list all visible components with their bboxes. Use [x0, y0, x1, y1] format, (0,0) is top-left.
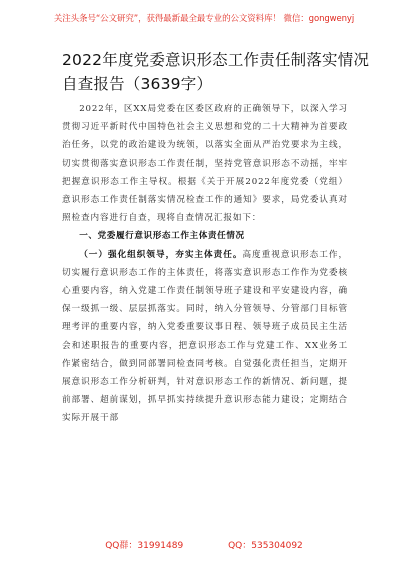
- contact-footer: [0, 538, 408, 551]
- paragraph-lead: （一）强化组织领导，夯实主体责任。: [79, 249, 243, 260]
- intro-paragraph: 2022年，区XX局党委在区委区政府的正确领导下，以深入学习贯彻习近平新时代中国特色社会主义思想和党的二十大精神为首要政治任务，以党的政治建设为统领，以落实全面从严治党要求为主线，切实贯彻落实意识形态工作责任制，坚持党管意识形态不动摇，牢牢把握意识形态工作主导权。根据《关于开展2022年度党委（党组）意识形态工作责任制落实情况检查工作的通知》要求，局党委认真对照检查内容进行自查，现将自查情况汇报如下：: [62, 104, 348, 224]
- section-heading: 一、党委履行意识形态工作主体责任情况: [79, 231, 245, 242]
- qq-group-label: QQ群：31991489: [105, 541, 184, 551]
- section-paragraph: [62, 246, 348, 428]
- promo-banner: 关注头条号“公文研究”，获得最新最全最专业的公文资料库！ 微信：gongwenyj: [53, 14, 355, 24]
- document-title: 2022年度党委意识形态工作责任制落实情况自查报告（3639字）: [62, 51, 370, 93]
- paragraph-body: 高度重视意识形态工作，切实履行意识形态工作的主体责任，将落实意识形态工作作为党委核心重要内容，纳入党建工作责任制领导班子建设和平安建设内容，确保一级抓一级、层层抓落实。同时，纳入分管领导、分管部门目标管理考评的重要内容，纳入党委重要议事日程、领导班子成员民主生活会和述职报告的重要内容，把意识形态工作与党建工作、XX业务工作紧密结合，做到同部署同检查同考核。自觉强化责任担当，定期开展意识形态工作分析研判，针对意识形态工作的新情况、新问题，提前部署、超前谋划，抓早抓实持续提升意识形态能力建设；定期结合实际开展干部: [62, 249, 348, 424]
- document-body: [62, 100, 348, 428]
- qq-contact-label: QQ：535304092: [228, 541, 303, 551]
